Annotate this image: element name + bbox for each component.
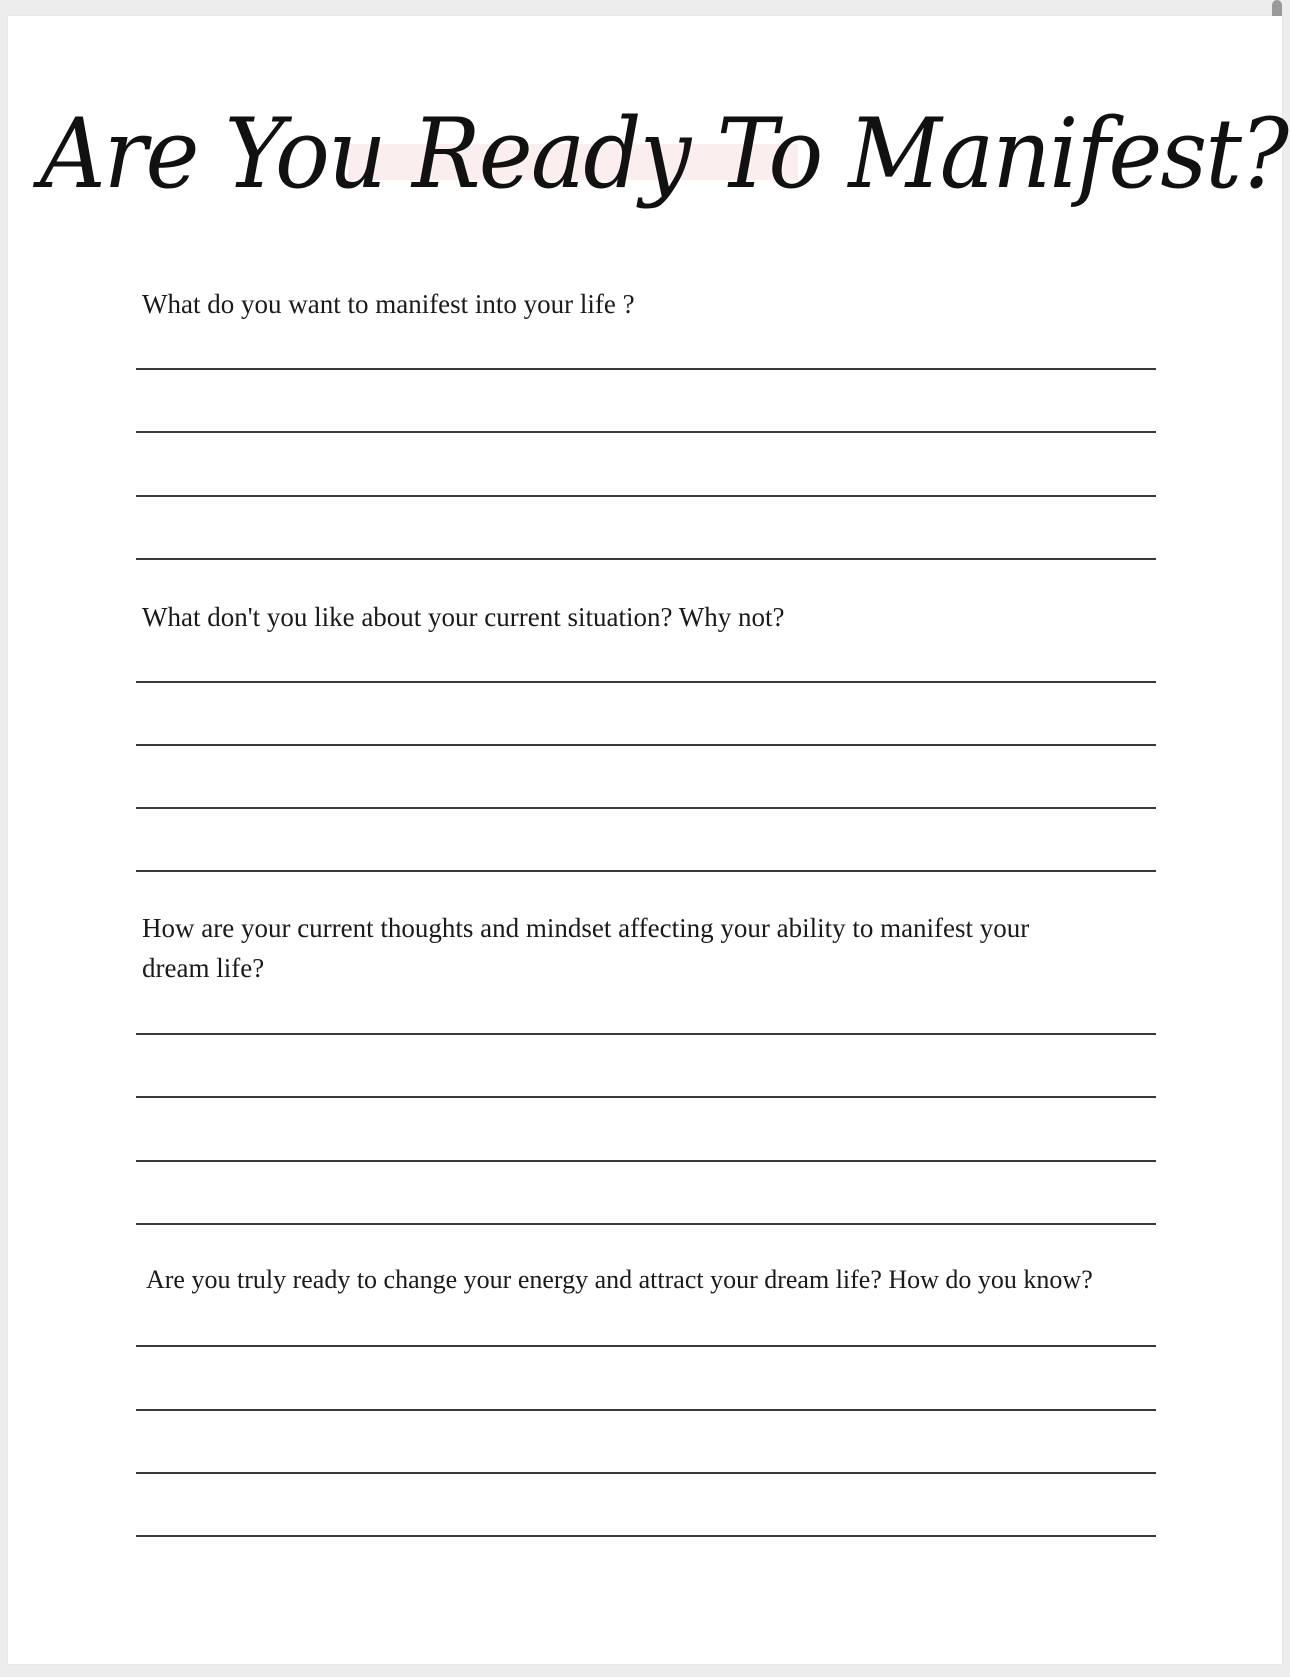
page-title: Are You Ready To Manifest? — [39, 98, 1288, 210]
answer-line[interactable] — [136, 807, 1156, 809]
answer-line[interactable] — [136, 1345, 1156, 1347]
answer-line[interactable] — [136, 368, 1156, 370]
answer-line[interactable] — [136, 1535, 1156, 1537]
answer-line[interactable] — [136, 1096, 1156, 1098]
answer-line[interactable] — [136, 1472, 1156, 1474]
question-2: What don't you like about your current situation? Why not? — [142, 602, 785, 632]
question-3: How are your current thoughts and mindset affecting your ability to manifest your dream life? — [142, 913, 1030, 983]
question-4: Are you truly ready to change your energy and attract your dream life? How do you know? — [146, 1265, 1093, 1294]
answer-line[interactable] — [136, 558, 1156, 560]
answer-line[interactable] — [136, 431, 1156, 433]
answer-line[interactable] — [136, 1223, 1156, 1225]
answer-line[interactable] — [136, 1160, 1156, 1162]
question-1: What do you want to manifest into your life ? — [142, 289, 635, 319]
answer-line[interactable] — [136, 495, 1156, 497]
answer-line[interactable] — [136, 870, 1156, 872]
worksheet-page — [8, 16, 1288, 1664]
answer-line[interactable] — [136, 1033, 1156, 1035]
title-area — [8, 66, 1288, 246]
answer-line[interactable] — [136, 744, 1156, 746]
answer-line[interactable] — [136, 681, 1156, 683]
answer-line[interactable] — [136, 1409, 1156, 1411]
